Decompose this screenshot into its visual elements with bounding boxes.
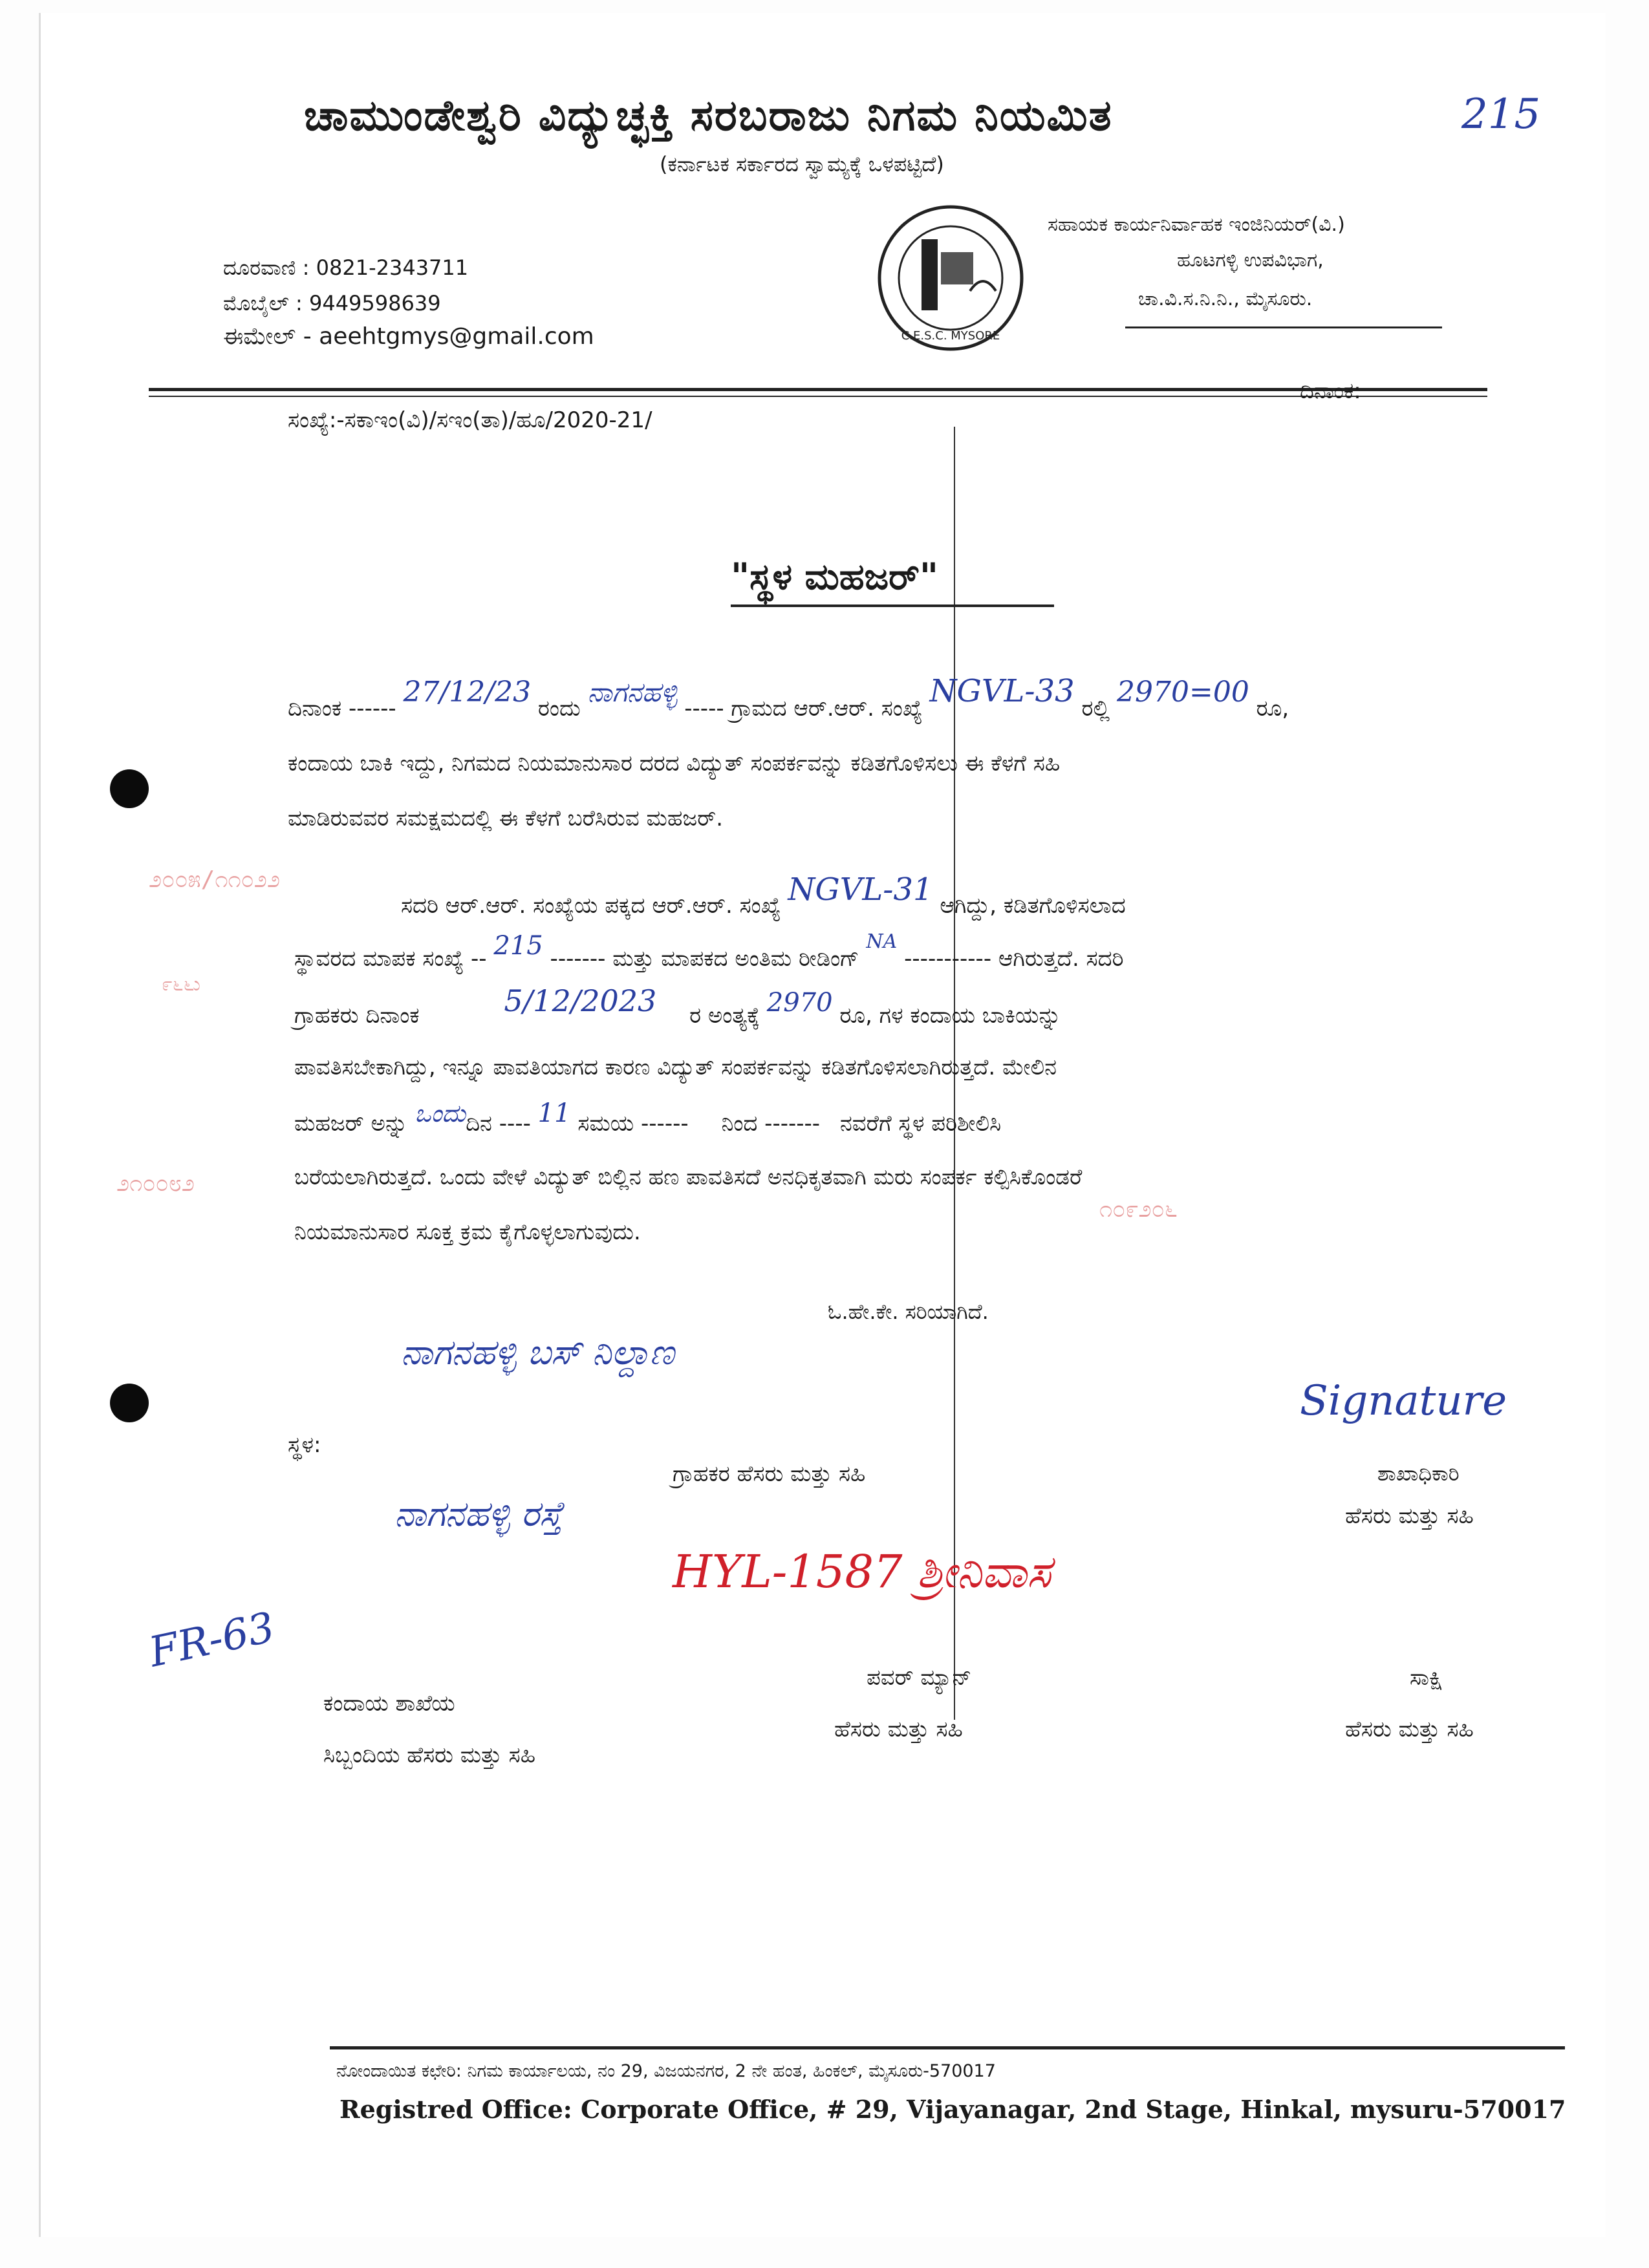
footer-kannada: ನೋಂದಾಯಿತ ಕಛೇರಿ: ನಿಗಮ ಕಾರ್ಯಾಲಯ, ನಂ 29, ವಿಜಯನಗರ, 2 ನೇ ಹಂತ, ಹಿಂಕಲ್, ಮೈಸೂರು-570017 (336, 2061, 996, 2081)
powerman-label: ಪವರ್ ಮ್ಯಾನ್ (867, 1665, 972, 1691)
handwritten-village: ನಾಗನಹಳ್ಳಿ (587, 676, 678, 708)
powerman-sign-label: ಹೆಸರು ಮತ್ತು ಸಹಿ (834, 1717, 963, 1742)
title-underline (731, 604, 1054, 607)
office-company: ಚಾ.ವಿ.ಸ.ನಿ.ನಿ., ಮೈಸೂರು. (1138, 288, 1313, 310)
handwritten-time: 11 (537, 1098, 571, 1128)
handwritten-corner-number: 215 (1461, 91, 1541, 138)
document-title: "ಸ್ಥಳ ಮಹಜರ್" (731, 556, 939, 598)
paragraph-2-line-7: ನಿಯಮಾನುಸಾರ ಸೂಕ್ತ ಕ್ರಮ ಕೈಗೊಳ್ಳಲಾಗುವುದು. (294, 1219, 641, 1245)
ghost-mark: ೧೦೯೨೦೬ (1099, 1196, 1178, 1223)
office-subdivision: ಹೂಟಗಳ್ಳಿ ಉಪವಿಭಾಗ, (1177, 249, 1324, 272)
org-name: ಚಾಮುಂಡೇಶ್ವರಿ ವಿದ್ಯುಚ್ಛಕ್ತಿ ಸರಬರಾಜು ನಿಗಮ ನಿಯಮಿತ (304, 91, 1113, 140)
paragraph-2-line-3: ಗ್ರಾಹಕರು ದಿನಾಂಕ 5/12/2023 ರ ಅಂತ್ಯಕ್ಕೆ 2970 ರೂ, ಗಳ ಕಂದಾಯ ಬಾಕಿಯನ್ನು (294, 983, 1061, 1029)
header-rule (149, 388, 1487, 391)
mobile-number: ಮೊಬೈಲ್ : 9449598639 (223, 291, 441, 316)
handwritten-meter-number: 215 (493, 931, 543, 961)
handwritten-amount-2: 2970 (766, 988, 833, 1018)
paragraph-2-line-6: ಬರೆಯಲಾಗಿರುತ್ತದೆ. ಒಂದು ವೇಳೆ ವಿದ್ಯುತ್ ಬಿಲ್ಲಿನ ಹಣ ಪಾವತಿಸದೆ ಅನಧಿಕೃತವಾಗಿ ಮರು ಸಂಪರ್ಕ ಕಲ್ಪಿಸಿಕೊಂಡರೆ (294, 1164, 1083, 1190)
handwritten-consumer: ನಾಗನಹಳ್ಳಿ ರಸ್ತೆ (394, 1493, 563, 1534)
officer-label: ಶಾಖಾಧಿಕಾರಿ (1377, 1461, 1460, 1486)
officer-signature: Signature (1300, 1377, 1507, 1425)
handwritten-fr-number: FR-63 (145, 1603, 279, 1677)
ghost-mark: ೯೬೬ು (162, 973, 200, 996)
handwritten-date: 27/12/23 (403, 676, 532, 709)
phone-number: ದೂರವಾಣಿ : 0821-2343711 (223, 255, 469, 280)
paragraph-1-line-2: ಕಂದಾಯ ಬಾಕಿ ಇದ್ದು, ನಿಗಮದ ನಿಯಮಾನುಸಾರ ದರದ ವಿದ್ಯುತ್ ಸಂಪರ್ಕವನ್ನು ಕಡಿತಗೊಳಿಸಲು ಈ ಕೆಳಗೆ ಸಹಿ (288, 751, 1061, 776)
svg-text:C.E.S.C. MYSORE: C.E.S.C. MYSORE (901, 329, 1000, 343)
witness-sign-label: ಹೆಸರು ಮತ್ತು ಸಹಿ (1345, 1717, 1474, 1742)
handwritten-reading: NA (866, 930, 898, 953)
handwritten-rr-number: NGVL-33 (929, 673, 1075, 709)
handwritten-day: ಒಂದು (415, 1099, 466, 1128)
punch-hole-bottom (110, 1384, 149, 1422)
place-label: ಸ್ಥಳ: (288, 1432, 321, 1458)
header-rule-thin (149, 396, 1487, 397)
consumer-label: ಗ್ರಾಹಕರ ಹೆಸರು ಮತ್ತು ಸಹಿ (673, 1461, 866, 1487)
paragraph-2-line-1: ಸದರಿ ಆರ್.ಆರ್. ಸಂಖ್ಯೆಯ ಪಕ್ಕದ ಆರ್.ಆರ್. ಸಂಖ್ಯೆ NGVL-31 ಆಗಿದ್ದು, ಕಡಿತಗೊಳಿಸಲಾದ (401, 872, 1126, 919)
revenue-branch-label: ಕಂದಾಯ ಶಾಖೆಯ (323, 1691, 455, 1717)
org-subtitle: (ಕರ್ನಾಟಕ ಸರ್ಕಾರದ ಸ್ವಾಮ್ಯಕ್ಕೆ ಒಳಪಟ್ಟಿದೆ) (660, 152, 944, 177)
handwritten-adjacent-rr: NGVL-31 (788, 872, 933, 908)
paragraph-2-line-2: ಸ್ಥಾವರದ ಮಾಪಕ ಸಂಖ್ಯೆ -- 215 ------- ಮತ್ತು ಮಾಪಕದ ಅಂತಿಮ ರೀಡಿಂಗ್ NA ----------- ಆಗಿರುತ್ತದೆ. ಸದರಿ (294, 930, 1124, 972)
ghost-mark: ೨೧೦೦೮೨ (116, 1170, 195, 1197)
ok-line: ಓ.ಹೇ.ಕೇ. ಸರಿಯಾಗಿದೆ. (828, 1300, 989, 1324)
footer-rule (330, 2046, 1565, 2049)
footer-english: Registred Office: Corporate Office, # 29, Vijayanagar, 2nd Stage, Hinkal, mysuru-570017 (339, 2095, 1566, 2124)
paragraph-2-line-4: ಪಾವತಿಸಬೇಕಾಗಿದ್ದು, ಇನ್ನೂ ಪಾವತಿಯಾಗದ ಕಾರಣ ವಿದ್ಯುತ್ ಸಂಪರ್ಕವನ್ನು ಕಡಿತಗೊಳಿಸಲಾಗಿರುತ್ತದೆ. ಮೇಲಿನ (294, 1054, 1057, 1080)
email-address: ಈಮೇಲ್ - aeehtgmys@gmail.com (223, 323, 594, 350)
office-designation: ಸಹಾಯಕ ಕಾರ್ಯನಿರ್ವಾಹಕ ಇಂಜಿನಿಯರ್(ವಿ.) (1048, 213, 1345, 236)
handwritten-date-2: 5/12/2023 (504, 983, 657, 1018)
paragraph-2-line-5: ಮಹಜರ್ ಅನ್ನು ಒಂದುದಿನ ---- 11 ಸಮಯ ------ ನಿಂದ ------- ನವರೆಗೆ ಸ್ಥಳ ಪರಿಶೀಲಿಸಿ (294, 1098, 1002, 1137)
revenue-staff-label: ಸಿಬ್ಬಂದಿಯ ಹೆಸರು ಮತ್ತು ಸಹಿ (323, 1742, 536, 1768)
handwritten-red-consumer-id: HYL-1587 ಶ್ರೀನಿವಾಸ (673, 1545, 1051, 1598)
handwritten-place: ನಾಗನಹಳ್ಳಿ ಬಸ್ ನಿಲ್ದಾಣ (401, 1332, 674, 1373)
date-label: ದಿನಾಂಕ: (1300, 378, 1361, 404)
handwritten-amount: 2970=00 (1116, 676, 1249, 709)
cesc-logo (873, 200, 1028, 356)
office-underline (1125, 326, 1442, 328)
reference-number: ಸಂಖ್ಯೆ:-ಸಕಾಇಂ(ವಿ)/ಸಇಂ(ತಾ)/ಹೂ/2020-21/ (288, 407, 652, 433)
punch-hole-top (110, 769, 149, 808)
ghost-mark: ೨೦೦೫/೧೧೦೨೨ (149, 866, 281, 893)
officer-name-label: ಹೆಸರು ಮತ್ತು ಸಹಿ (1345, 1503, 1474, 1529)
paragraph-1-line-1: ದಿನಾಂಕ ------ 27/12/23 ರಂದು ನಾಗನಹಳ್ಳಿ ----- ಗ್ರಾಮದ ಆರ್.ಆರ್. ಸಂಖ್ಯೆ NGVL-33 ರಲ್ಲಿ 2970=00 ರೂ, (288, 673, 1289, 722)
paragraph-1-line-3: ಮಾಡಿರುವವರ ಸಮಕ್ಷಮದಲ್ಲಿ ಈ ಕೆಳಗೆ ಬರೆಸಿರುವ ಮಹಜರ್. (288, 806, 724, 831)
witness-label: ಸಾಕ್ಷಿ (1410, 1665, 1443, 1691)
